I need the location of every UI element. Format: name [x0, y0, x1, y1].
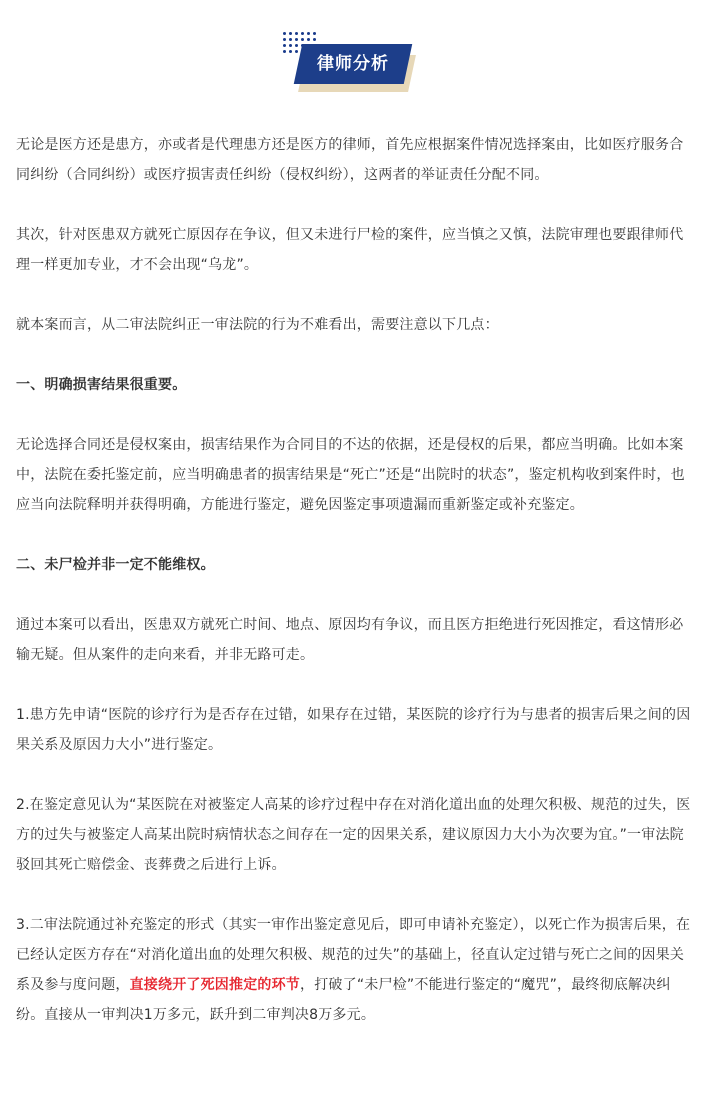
dot-icon: [307, 32, 310, 35]
paragraph: 1.患方先申请“医院的诊疗行为是否存在过错，如果存在过错，某医院的诊疗行为与患者的损害后果之间的因果关系及原因力大小”进行鉴定。: [16, 707, 691, 753]
dot-icon: [283, 38, 286, 41]
dot-icon: [301, 38, 304, 41]
dot-icon: [289, 44, 292, 47]
highlight-text: 直接绕开了死因推定的环节: [129, 977, 301, 993]
dot-icon: [301, 32, 304, 35]
dot-icon: [283, 50, 286, 53]
paragraph: 其次，针对医患双方就死亡原因存在争议，但又未进行尸检的案件，应当慎之又慎，法院审理也要跟律师代理一样更加专业，才不会出现“乌龙”。: [16, 227, 684, 273]
dot-icon: [295, 38, 298, 41]
subheading: 二、未尸检并非一定不能维权。: [16, 557, 215, 573]
section-title: 律师分析: [317, 54, 389, 74]
dot-icon: [283, 44, 286, 47]
dot-icon: [313, 32, 316, 35]
paragraph: 无论选择合同还是侵权案由，损害结果作为合同目的不达的依据，还是侵权的后果，都应当明确。比如本案中，法院在委托鉴定前，应当明确患者的损害结果是“死亡”还是“出院时的状态”，鉴定机构收到案件时，也应当向法院释明并获得明确，方能进行鉴定，避免因鉴定事项遗漏而重新鉴定或补充鉴定。: [16, 437, 685, 513]
paragraph: 就本案而言，从二审法院纠正一审法院的行为不难看出，需要注意以下几点：: [16, 317, 499, 333]
paragraph: 2.在鉴定意见认为“某医院在对被鉴定人高某的诊疗过程中存在对消化道出血的处理欠积极、规范的过失，医方的过失与被鉴定人高某出院时病情状态之间存在一定的因果关系，建议原因力大小为次要为宜。”一审法院驳回其死亡赔偿金、丧葬费之后进行上诉。: [16, 797, 691, 873]
dot-icon: [289, 32, 292, 35]
dot-icon: [289, 38, 292, 41]
article-body: [16, 130, 696, 1030]
dot-icon: [295, 32, 298, 35]
paragraph: 通过本案可以看出，医患双方就死亡时间、地点、原因均有争议，而且医方拒绝进行死因推定，看这情形必输无疑。但从案件的走向来看，并非无路可走。: [16, 617, 684, 663]
paragraph: 无论是医方还是患方，亦或者是代理患方还是医方的律师，首先应根据案件情况选择案由，比如医疗服务合同纠纷（合同纠纷）或医疗损害责任纠纷（侵权纠纷），这两者的举证责任分配不同。: [16, 137, 684, 183]
dot-icon: [307, 38, 310, 41]
dot-icon: [283, 32, 286, 35]
paragraph-text: ，打破了“未尸检”不能进行鉴定的“魔咒”，最终彻底解决纠纷。直接从一审判决1万多元，跃升到二审判决8万多元。: [16, 977, 671, 1023]
dot-icon: [289, 50, 292, 53]
dot-icon: [313, 38, 316, 41]
subheading: 一、明确损害结果很重要。: [16, 377, 187, 393]
paragraph: [16, 910, 696, 1030]
section-header: [0, 0, 709, 100]
paragraph-text: 3.二审法院通过补充鉴定的形式（其实一审作出鉴定意见后，即可申请补充鉴定），以死亡作为损害后果，在已经认定医方存在“对消化道出血的处理欠积极、规范的过失”的基础上，径直认定过错与死亡之间的因果关系及参与度问题，: [16, 917, 691, 993]
